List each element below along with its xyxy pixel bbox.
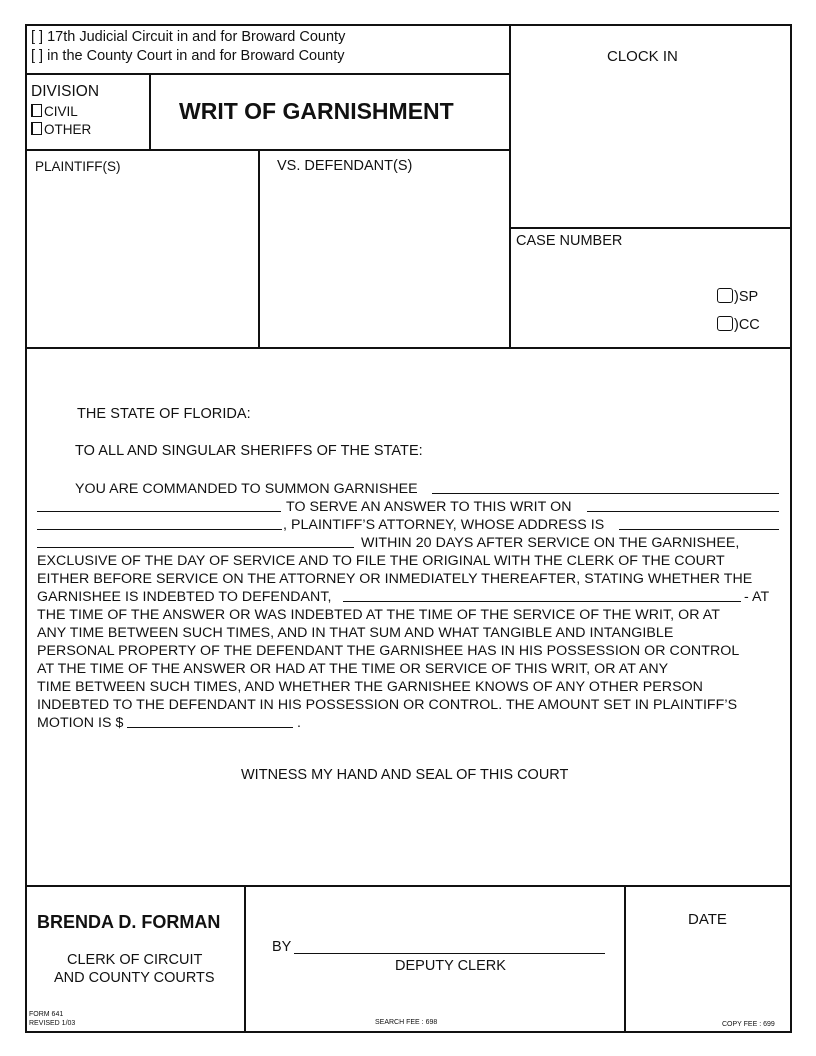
attorney-address-field[interactable]	[619, 529, 779, 530]
divider-title-parties	[25, 149, 511, 151]
body-line-5: ANY TIME BETWEEN SUCH TIMES, AND IN THAT SUM AND WHAT TANGIBLE AND INTANGIBLE	[37, 625, 674, 641]
outer-border-right	[790, 24, 792, 1033]
division-other-option[interactable]	[31, 122, 91, 137]
body-line-8: TIME BETWEEN SUCH TIMES, AND WHETHER THE GARNISHEE KNOWS OF ANY OTHER PERSON	[37, 679, 703, 695]
form-revised: REVISED 1/03	[29, 1020, 76, 1027]
attorney-address-field-cont[interactable]	[37, 547, 354, 548]
court-line-county: [ ] in the County Court in and for Broward County	[31, 48, 345, 64]
body-line-2: EITHER BEFORE SERVICE ON THE ATTORNEY OR INMEDIATELY THEREAFTER, STATING WHETHER THE	[37, 571, 753, 587]
attorney-name-field-cont[interactable]	[37, 529, 282, 530]
divider-body-footer	[25, 885, 792, 887]
document-title: WRIT OF GARNISHMENT	[179, 98, 454, 124]
by-label: BY	[272, 939, 292, 955]
deputy-clerk-label: DEPUTY CLERK	[395, 958, 506, 974]
attorney-address-text: , PLAINTIFF’S ATTORNEY, WHOSE ADDRESS IS	[283, 517, 605, 533]
civil-label: CIVIL	[44, 104, 78, 119]
sp-label: )SP	[734, 289, 759, 305]
divider-clock-case	[509, 227, 792, 229]
body-line-6: PERSONAL PROPERTY OF THE DEFENDANT THE GARNISHEE HAS IN HIS POSSESSION OR CONTROL	[37, 643, 740, 659]
divider-footer-left	[244, 885, 246, 1033]
to-all-sheriffs: TO ALL AND SINGULAR SHERIFFS OF THE STATE:	[75, 443, 423, 459]
clerk-name: BRENDA D. FORMAN	[37, 912, 221, 932]
serve-answer-text: TO SERVE AN ANSWER TO THIS WRIT ON	[286, 499, 572, 515]
other-checkbox[interactable]	[31, 122, 42, 135]
division-civil-option[interactable]	[31, 104, 78, 119]
outer-border-bottom	[25, 1031, 792, 1033]
case-cc-option[interactable]	[717, 316, 760, 333]
motion-amount-end: .	[297, 715, 301, 731]
outer-border-top	[25, 24, 792, 26]
cc-checkbox[interactable]	[717, 316, 733, 331]
case-number-label: CASE NUMBER	[516, 233, 623, 249]
state-of-florida: THE STATE OF FLORIDA:	[77, 406, 251, 422]
divider-division-title	[149, 73, 151, 151]
other-label: OTHER	[44, 122, 92, 137]
divider-court-division	[25, 73, 511, 75]
body-line-1: EXCLUSIVE OF THE DAY OF SERVICE AND TO FILE THE ORIGINAL WITH THE CLERK OF THE COURT	[37, 553, 725, 569]
divider-plaintiff-defendant	[258, 149, 260, 349]
commanded-text: YOU ARE COMMANDED TO SUMMON GARNISHEE	[75, 481, 418, 497]
division-label: DIVISION	[31, 83, 100, 100]
defendant-label: VS. DEFENDANT(S)	[277, 158, 413, 174]
civil-checkbox[interactable]	[31, 104, 42, 117]
clerk-title-line-1: CLERK OF CIRCUIT	[67, 952, 203, 968]
garnishee-name-field-cont[interactable]	[37, 511, 281, 512]
witness-text: WITNESS MY HAND AND SEAL OF THIS COURT	[241, 767, 569, 783]
cc-label: )CC	[734, 317, 760, 333]
body-line-3-end: - AT	[744, 589, 770, 605]
copy-fee: COPY FEE : 699	[722, 1021, 775, 1028]
clock-in-label: CLOCK IN	[607, 48, 678, 65]
outer-border-left	[25, 24, 27, 1033]
search-fee: SEARCH FEE : 698	[375, 1019, 438, 1026]
within-20-days-text: WITHIN 20 DAYS AFTER SERVICE ON THE GARNISHEE,	[361, 535, 740, 551]
plaintiff-label: PLAINTIFF(S)	[35, 159, 121, 174]
motion-amount-text: MOTION IS $	[37, 715, 124, 731]
body-line-4: THE TIME OF THE ANSWER OR WAS INDEBTED AT THE TIME OF THE SERVICE OF THE WRIT, OR AT	[37, 607, 720, 623]
case-sp-option[interactable]	[717, 288, 758, 305]
date-label: DATE	[688, 911, 727, 928]
motion-amount-field[interactable]	[127, 727, 293, 728]
garnishee-name-field[interactable]	[432, 493, 779, 494]
form-number: FORM 641	[29, 1011, 64, 1018]
attorney-name-field[interactable]	[587, 511, 779, 512]
court-line-circuit: [ ] 17th Judicial Circuit in and for Broward County	[31, 29, 346, 45]
deputy-signature-field[interactable]	[294, 953, 605, 954]
body-line-7: AT THE TIME OF THE ANSWER OR HAD AT THE TIME OR SERVICE OF THIS WRIT, OR AT ANY	[37, 661, 669, 677]
body-line-9: INDEBTED TO THE DEFENDANT IN HIS POSSESSION OR CONTROL. THE AMOUNT SET IN PLAINTIFF’S	[37, 697, 738, 713]
clerk-title-line-2: AND COUNTY COURTS	[54, 970, 215, 986]
defendant-name-field[interactable]	[343, 601, 741, 602]
divider-header-body	[25, 347, 792, 349]
body-line-3: GARNISHEE IS INDEBTED TO DEFENDANT,	[37, 589, 332, 605]
sp-checkbox[interactable]	[717, 288, 733, 303]
divider-footer-right	[624, 885, 626, 1033]
